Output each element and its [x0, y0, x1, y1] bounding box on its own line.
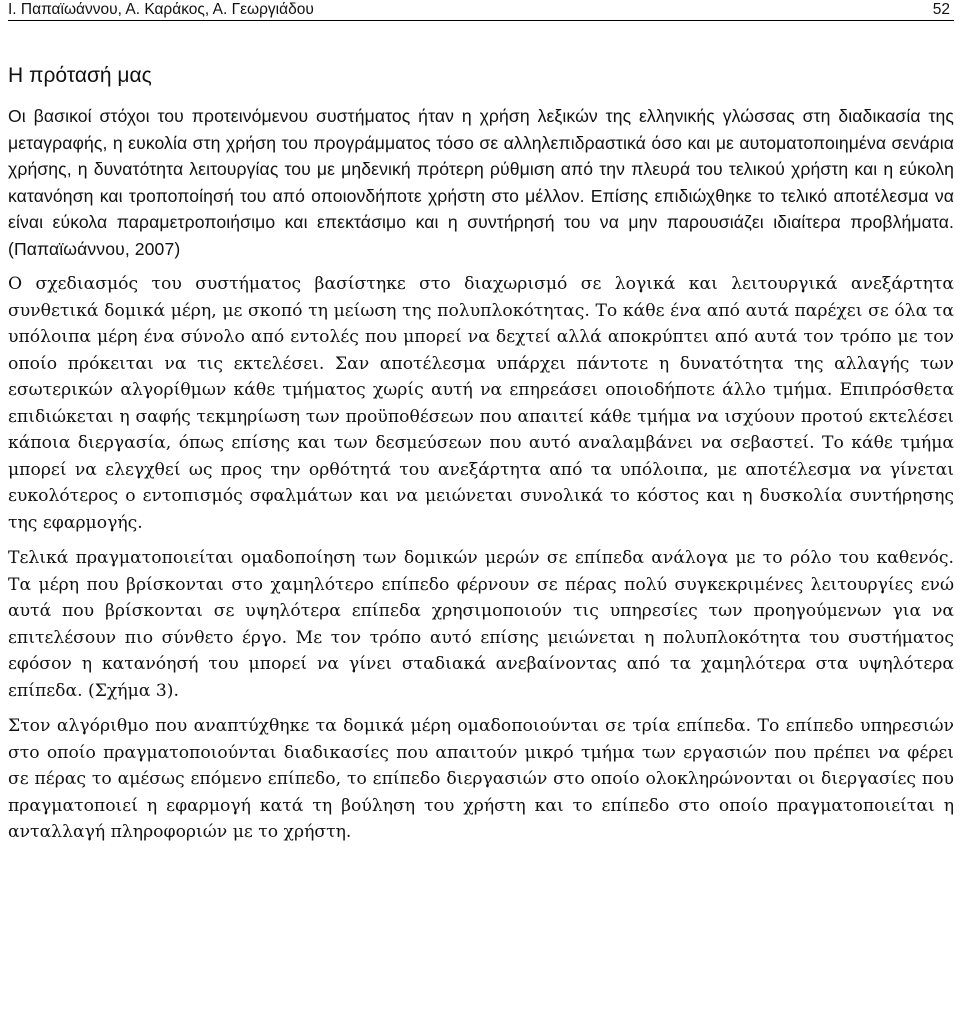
section-heading: Η πρότασή μας [8, 64, 152, 87]
paragraph-layering: Τελικά πραγματοποιείται ομαδοποίηση των δομικών μερών σε επίπεδα ανάλογα με το ρόλο του καθενός. Τα μέρη που βρίσκονται στο χαμηλότερο επίπεδο φέρνουν σε πέρας πολύ συγκεκριμένες λειτουργίες ενώ αυτά που βρίσκονται σε υψηλότερα επίπεδα χρησιμοποιούν τις υπηρεσίες των προηγούμενων για να επιτελέσουν πιο σύνθετο έργο. Με τον τρόπο αυτό επίσης μειώνεται η πολυπλοκότητα του συστήματος εφόσον η κατανόησή του μπορεί να γίνει σταδιακά ανεβαίνοντας από τα χαμηλότερα στα υψηλότερα επίπεδα. (Σχήμα 3). [8, 548, 954, 701]
paragraph-design: Ο σχεδιασμός του συστήματος βασίστηκε στο διαχωρισμό σε λογικά και λειτουργικά ανεξάρτητα συνθετικά δομικά μέρη, με σκοπό τη μείωση της πολυπλοκότητας. Το κάθε ένα από αυτά παρέχει σε όλα τα υπόλοιπα μέρη ένα σύνολο από εντολές που μπορεί να δεχτεί αλλά αποκρύπτει από αυτά τον τρόπο με τον οποίο πρόκειται να τις εκτελέσει. Σαν αποτέλεσμα υπάρχει πάντοτε η δυνατότητα της αλλαγής των εσωτερικών αλγορίθμων κάθε τμήματος χωρίς αυτή να επηρεάσει οποιοδήποτε άλλο τμήμα. Επιπρόσθετα επιδιώκεται η σαφής τεκμηρίωση των προϋποθέσεων που απαιτεί κάθε τμήμα να ισχύουν προτού εκτελέσει κάποια διεργασία, όπως επίσης και των δεσμεύσεων που αυτό αναλαμβάνει να σεβαστεί. Το κάθε τμήμα μπορεί να ελεγχθεί ως προς την ορθότητά του ανεξάρτητα από τα υπόλοιπα, με αποτέλεσμα να γίνεται ευκολότερος ο εντοπισμός σφαλμάτων και να μειώνεται συνολικά το κόστος και η δυσκολία συντήρησης της εφαρμογής. [8, 274, 954, 533]
running-header [8, 0, 954, 21]
page-number: 52 [932, 1, 950, 18]
paragraph-goals: Οι βασικοί στόχοι του προτεινόμενου συστήματος ήταν η χρήση λεξικών της ελληνικής γλώσσας στη διαδικασία της μεταγραφής, η ευκολία στη χρήση του προγράμματος τόσο σε αλληλεπιδραστικά όσο και με αυτοματοποιημένα σενάρια χρήσης, η δυνατότητα λειτουργίας του με μηδενική πρότερη ρύθμιση από την πλευρά του τελικού χρήστη και η εύκολη κατανόηση και τροποποίησή του από οποιονδήποτε χρήστη στο μέλλον. Επίσης επιδιώχθηκε το τελικό αποτέλεσμα να είναι εύκολα παραμετροποιήσιμο και επεκτάσιμο και η συντήρησή του να μην παρουσιάζει ιδιαίτερα προβλήματα. (Παπαϊωάννου, 2007) [8, 106, 954, 259]
paragraph-algorithm-levels: Στον αλγόριθμο που αναπτύχθηκε τα δομικά μέρη ομαδοποιούνται σε τρία επίπεδα. Το επίπεδο υπηρεσιών στο οποίο πραγματοποιούνται διαδικασίες που απαιτούν μικρό τμήμα των εργασιών που πρέπει να φέρει σε πέρας το αμέσως επόμενο επίπεδο, το επίπεδο διεργασιών στο οποίο ολοκληρώνονται οι διεργασίες που πραγματοποιεί η εφαρμογή κατά τη βούληση του χρήστη και το επίπεδο στο οποίο πραγματοποιείται η ανταλλαγή πληροφοριών με το χρήστη. [8, 716, 954, 842]
header-authors: Ι. Παπαϊωάννου, Α. Καράκος, Α. Γεωργιάδου [8, 1, 314, 18]
